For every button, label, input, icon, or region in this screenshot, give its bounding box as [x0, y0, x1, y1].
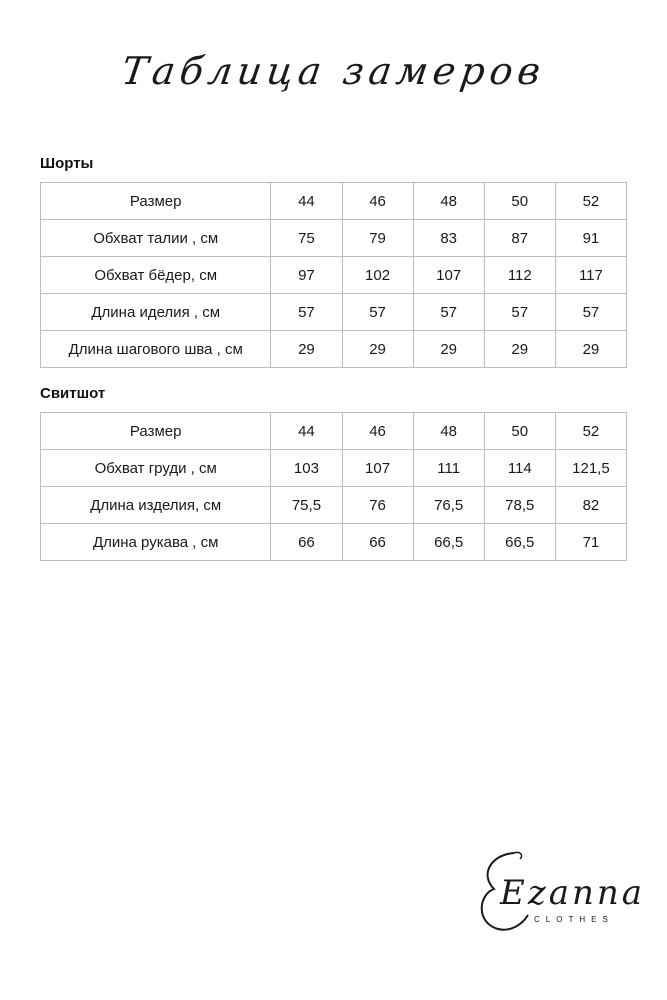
table-row	[41, 257, 627, 294]
value-cell: 66	[342, 524, 413, 561]
value-cell: 46	[342, 183, 413, 220]
value-cell: 52	[555, 413, 626, 450]
brand-logo	[470, 845, 646, 945]
value-cell: 29	[555, 331, 626, 368]
value-cell: 111	[413, 450, 484, 487]
row-label-cell: Размер	[41, 413, 271, 450]
value-cell: 57	[484, 294, 555, 331]
value-cell: 76	[342, 487, 413, 524]
value-cell: 75,5	[271, 487, 342, 524]
value-cell: 107	[413, 257, 484, 294]
value-cell: 29	[413, 331, 484, 368]
value-cell: 48	[413, 413, 484, 450]
value-cell: 57	[413, 294, 484, 331]
value-cell: 103	[271, 450, 342, 487]
value-cell: 66,5	[484, 524, 555, 561]
logo-subtitle-text: CLOTHES	[534, 915, 614, 924]
row-label-cell: Длина рукава , см	[41, 524, 271, 561]
sweatshirt-size-table	[40, 412, 627, 561]
table-row	[41, 220, 627, 257]
table-row	[41, 183, 627, 220]
value-cell: 107	[342, 450, 413, 487]
value-cell: 117	[555, 257, 626, 294]
value-cell: 29	[271, 331, 342, 368]
table-row	[41, 450, 627, 487]
table-row	[41, 487, 627, 524]
row-label-cell: Обхват талии , см	[41, 220, 271, 257]
table-row	[41, 413, 627, 450]
row-label-cell: Длина шагового шва , см	[41, 331, 271, 368]
value-cell: 114	[484, 450, 555, 487]
value-cell: 50	[484, 413, 555, 450]
row-label-cell: Обхват груди , см	[41, 450, 271, 487]
value-cell: 29	[342, 331, 413, 368]
value-cell: 46	[342, 413, 413, 450]
value-cell: 66,5	[413, 524, 484, 561]
value-cell: 121,5	[555, 450, 626, 487]
section-label-sweatshirt: Свитшот	[40, 385, 106, 402]
value-cell: 48	[413, 183, 484, 220]
value-cell: 87	[484, 220, 555, 257]
row-label-cell: Длина изделия, см	[41, 487, 271, 524]
value-cell: 50	[484, 183, 555, 220]
logo-brand-text: Ezanna	[500, 873, 646, 913]
value-cell: 91	[555, 220, 626, 257]
value-cell: 97	[271, 257, 342, 294]
value-cell: 29	[484, 331, 555, 368]
row-label-cell: Размер	[41, 183, 271, 220]
value-cell: 78,5	[484, 487, 555, 524]
value-cell: 83	[413, 220, 484, 257]
value-cell: 57	[271, 294, 342, 331]
value-cell: 112	[484, 257, 555, 294]
value-cell: 52	[555, 183, 626, 220]
value-cell: 44	[271, 183, 342, 220]
value-cell: 66	[271, 524, 342, 561]
value-cell: 79	[342, 220, 413, 257]
value-cell: 75	[271, 220, 342, 257]
value-cell: 57	[555, 294, 626, 331]
row-label-cell: Длина иделия , см	[41, 294, 271, 331]
value-cell: 44	[271, 413, 342, 450]
value-cell: 76,5	[413, 487, 484, 524]
value-cell: 102	[342, 257, 413, 294]
page-title: Таблица замеров	[119, 49, 548, 93]
value-cell: 82	[555, 487, 626, 524]
value-cell: 57	[342, 294, 413, 331]
row-label-cell: Обхват бёдер, см	[41, 257, 271, 294]
section-label-shorts: Шорты	[40, 155, 94, 172]
table-row	[41, 331, 627, 368]
table-row	[41, 524, 627, 561]
value-cell: 71	[555, 524, 626, 561]
table-row	[41, 294, 627, 331]
shorts-size-table	[40, 182, 627, 368]
